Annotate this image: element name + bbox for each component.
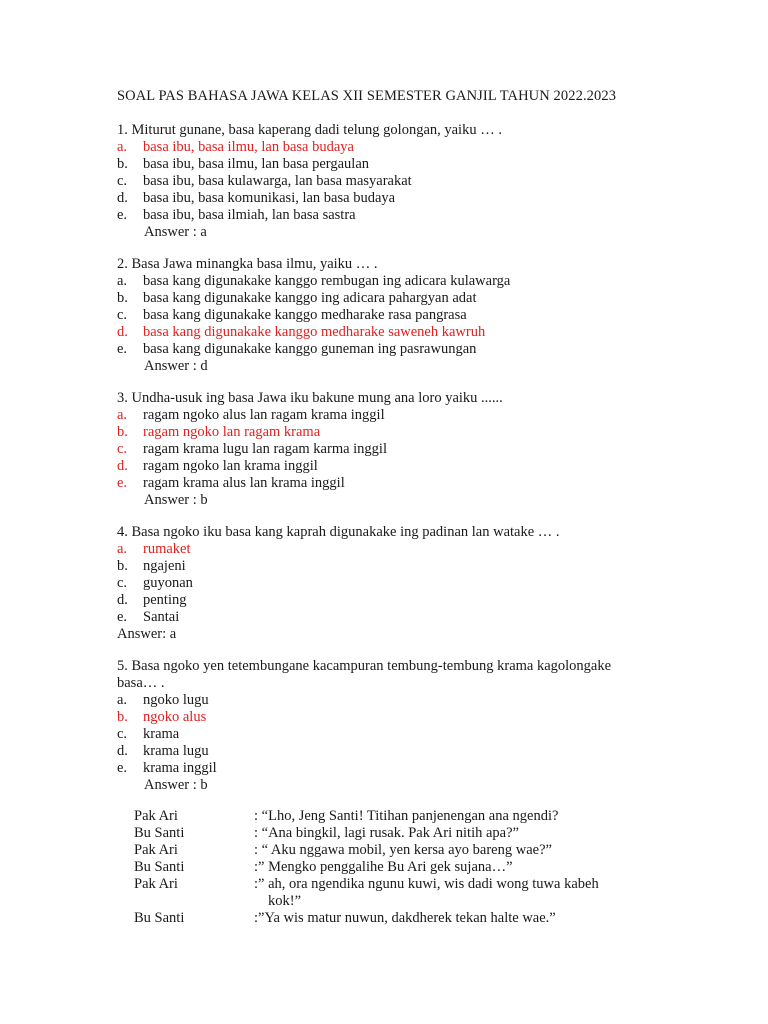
option-text: Santai bbox=[143, 609, 180, 625]
option-text: guyonan bbox=[143, 575, 193, 591]
question-stem: 1. Miturut gunane, basa kaperang dadi telung golongan, yaiku … . bbox=[117, 122, 502, 138]
dialog-speaker: Bu Santi bbox=[134, 859, 185, 875]
page-title: SOAL PAS BAHASA JAWA KELAS XII SEMESTER GANJIL TAHUN 2022.2023 bbox=[117, 88, 617, 104]
dialog-text-continued: kok!” bbox=[268, 893, 302, 909]
option-text: basa ibu, basa kulawarga, lan basa masyarakat bbox=[143, 173, 412, 189]
option-d bbox=[117, 190, 677, 207]
answer-text: Answer : b bbox=[144, 777, 208, 793]
question-stem-continued: basa… . bbox=[117, 675, 165, 691]
option-text: basa kang digunakake kanggo ing adicara pahargyan adat bbox=[143, 290, 477, 306]
option-text: krama inggil bbox=[143, 760, 217, 776]
option-letter: e. bbox=[117, 341, 128, 357]
option-d bbox=[117, 324, 677, 341]
dialog-line bbox=[134, 842, 654, 859]
option-text: ragam ngoko alus lan ragam krama inggil bbox=[143, 407, 385, 423]
option-letter: a. bbox=[117, 273, 128, 289]
option-text: basa ibu, basa ilmu, lan basa pergaulan bbox=[143, 156, 370, 172]
option-text: basa ibu, basa ilmu, lan basa budaya bbox=[143, 139, 354, 155]
option-a bbox=[117, 139, 677, 156]
option-letter: d. bbox=[117, 190, 128, 206]
option-text: krama bbox=[143, 726, 180, 742]
option-letter: a. bbox=[117, 139, 128, 155]
option-letter: a. bbox=[117, 541, 128, 557]
dialog-speaker: Pak Ari bbox=[134, 842, 178, 858]
option-c bbox=[117, 575, 677, 592]
dialog-line bbox=[134, 876, 654, 910]
option-letter: e. bbox=[117, 760, 128, 776]
dialog-text: : “Lho, Jeng Santi! Titihan panjenengan ana ngendi? bbox=[254, 808, 559, 824]
option-text: basa kang digunakake kanggo medharake saweneh kawruh bbox=[143, 324, 486, 340]
option-c bbox=[117, 726, 677, 743]
option-text: ragam krama alus lan krama inggil bbox=[143, 475, 345, 491]
option-letter: d. bbox=[117, 592, 128, 608]
option-letter: e. bbox=[117, 475, 128, 491]
option-e bbox=[117, 475, 677, 492]
option-letter: b. bbox=[117, 156, 128, 172]
dialog-text: :” ah, ora ngendika ngunu kuwi, wis dadi wong tuwa kabeh bbox=[254, 876, 599, 892]
question-stem: 4. Basa ngoko iku basa kang kaprah digunakake ing padinan lan watake … . bbox=[117, 524, 560, 540]
option-letter: d. bbox=[117, 324, 128, 340]
option-text: basa kang digunakake kanggo guneman ing pasrawungan bbox=[143, 341, 477, 357]
option-c bbox=[117, 441, 677, 458]
option-letter: c. bbox=[117, 726, 128, 742]
question-2 bbox=[117, 256, 677, 375]
option-a bbox=[117, 407, 677, 424]
option-a bbox=[117, 541, 677, 558]
dialog-text: :” Mengko penggalihe Bu Ari gek sujana…” bbox=[254, 859, 513, 875]
option-c bbox=[117, 173, 677, 190]
answer-text: Answer : b bbox=[144, 492, 208, 508]
answer-text: Answer: a bbox=[117, 626, 177, 642]
question-stem: 3. Undha-usuk ing basa Jawa iku bakune mung ana loro yaiku ...... bbox=[117, 390, 503, 406]
option-e bbox=[117, 760, 677, 777]
option-text: ragam krama lugu lan ragam karma inggil bbox=[143, 441, 387, 457]
dialog-line bbox=[134, 825, 654, 842]
question-stem: 2. Basa Jawa minangka basa ilmu, yaiku … . bbox=[117, 256, 378, 272]
option-letter: e. bbox=[117, 207, 128, 223]
dialog-line bbox=[134, 910, 654, 927]
answer-text: Answer : d bbox=[144, 358, 208, 374]
option-letter: c. bbox=[117, 441, 128, 457]
option-letter: b. bbox=[117, 709, 128, 725]
dialog-speaker: Bu Santi bbox=[134, 825, 185, 841]
option-b bbox=[117, 709, 677, 726]
dialog-speaker: Bu Santi bbox=[134, 910, 185, 926]
option-letter: b. bbox=[117, 558, 128, 574]
option-b bbox=[117, 156, 677, 173]
option-a bbox=[117, 273, 677, 290]
option-a bbox=[117, 692, 677, 709]
option-b bbox=[117, 558, 677, 575]
option-e bbox=[117, 341, 677, 358]
option-letter: c. bbox=[117, 575, 128, 591]
option-b bbox=[117, 290, 677, 307]
option-letter: c. bbox=[117, 307, 128, 323]
question-3 bbox=[117, 390, 677, 509]
dialog-text: : “Ana bingkil, lagi rusak. Pak Ari nitih apa?” bbox=[254, 825, 519, 841]
question-4 bbox=[117, 524, 677, 643]
option-text: ragam ngoko lan krama inggil bbox=[143, 458, 318, 474]
option-text: penting bbox=[143, 592, 187, 608]
option-e bbox=[117, 207, 677, 224]
option-text: rumaket bbox=[143, 541, 191, 557]
option-text: ragam ngoko lan ragam krama bbox=[143, 424, 321, 440]
option-letter: a. bbox=[117, 692, 128, 708]
dialog-text: :”Ya wis matur nuwun, dakdherek tekan halte wae.” bbox=[254, 910, 556, 926]
option-b bbox=[117, 424, 677, 441]
option-d bbox=[117, 743, 677, 760]
option-text: basa ibu, basa ilmiah, lan basa sastra bbox=[143, 207, 356, 223]
dialog bbox=[134, 808, 654, 927]
option-letter: c. bbox=[117, 173, 128, 189]
option-text: basa ibu, basa komunikasi, lan basa budaya bbox=[143, 190, 396, 206]
option-c bbox=[117, 307, 677, 324]
option-letter: b. bbox=[117, 424, 128, 440]
dialog-line bbox=[134, 859, 654, 876]
option-d bbox=[117, 592, 677, 609]
option-text: ngajeni bbox=[143, 558, 186, 574]
option-letter: b. bbox=[117, 290, 128, 306]
dialog-text: : “ Aku nggawa mobil, yen kersa ayo bareng wae?” bbox=[254, 842, 552, 858]
option-letter: e. bbox=[117, 609, 128, 625]
option-text: ngoko lugu bbox=[143, 692, 209, 708]
option-text: basa kang digunakake kanggo rembugan ing adicara kulawarga bbox=[143, 273, 511, 289]
option-letter: d. bbox=[117, 743, 128, 759]
option-letter: a. bbox=[117, 407, 128, 423]
option-e bbox=[117, 609, 677, 626]
option-text: ngoko alus bbox=[143, 709, 207, 725]
option-letter: d. bbox=[117, 458, 128, 474]
answer-text: Answer : a bbox=[144, 224, 207, 240]
dialog-speaker: Pak Ari bbox=[134, 876, 178, 892]
option-text: basa kang digunakake kanggo medharake rasa pangrasa bbox=[143, 307, 467, 323]
option-d bbox=[117, 458, 677, 475]
question-stem: 5. Basa ngoko yen tetembungane kacampuran tembung-tembung krama kagolongake bbox=[117, 658, 612, 674]
option-text: krama lugu bbox=[143, 743, 209, 759]
question-1 bbox=[117, 122, 677, 241]
question-5 bbox=[117, 658, 677, 794]
dialog-speaker: Pak Ari bbox=[134, 808, 178, 824]
dialog-line bbox=[134, 808, 654, 825]
